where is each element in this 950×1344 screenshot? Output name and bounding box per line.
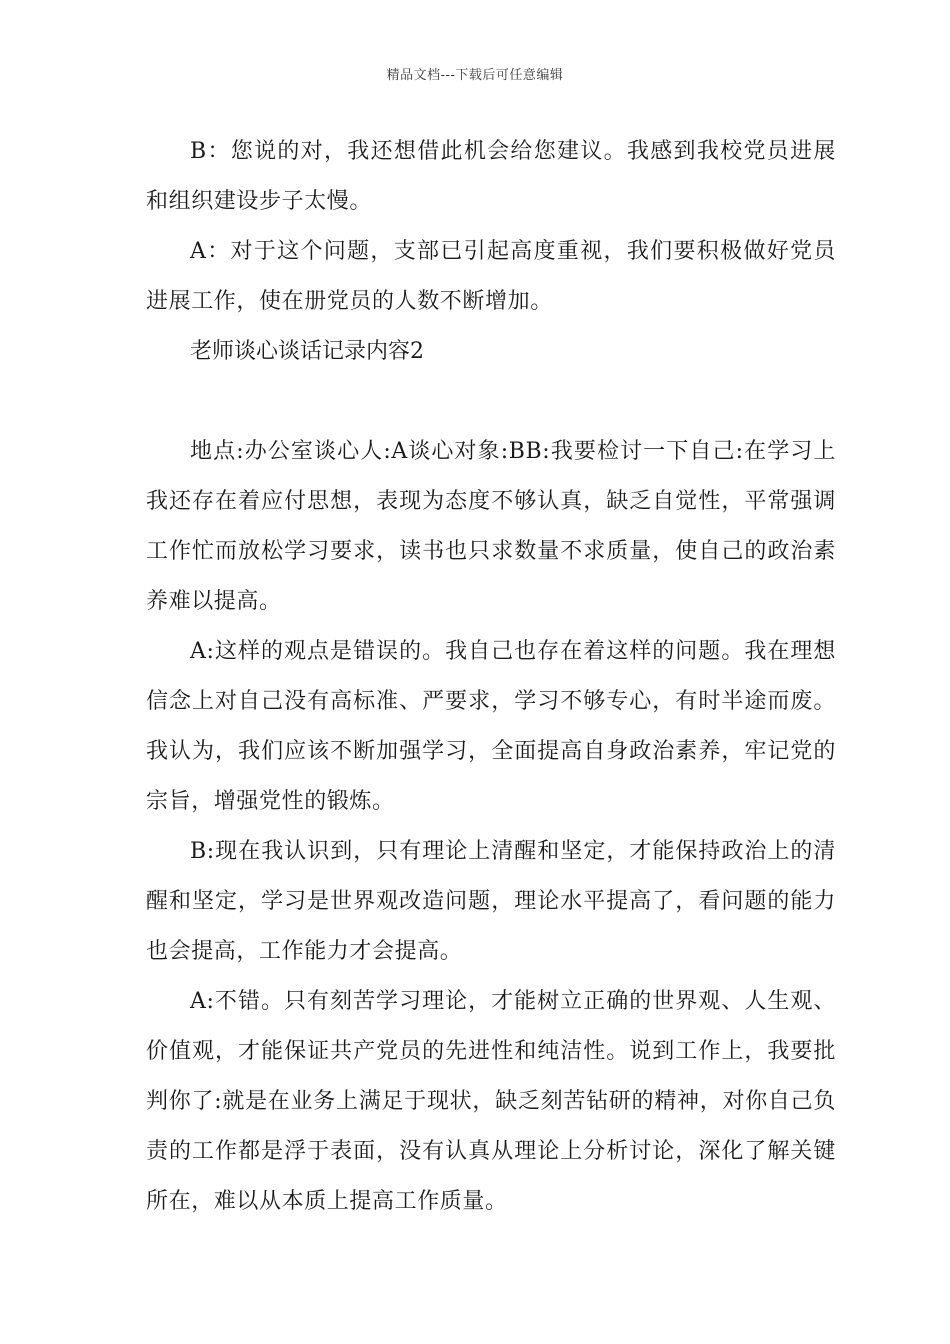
page-header: 精品文档---下载后可任意编辑 [386, 68, 564, 83]
section-title: 老师谈心谈话记录内容2 [190, 339, 424, 364]
paragraph-location-self-review: 地点:办公室谈心人:A谈心对象:BB:我要检讨一下自己:在学习上我还存在着应付思想，表现为态度不够认真，缺乏自觉性，平常强调工作忙而放松学习要求，读书也只求数量不求质量，使自己的政治素养难以提高。 [146, 439, 836, 614]
blank-line [146, 377, 836, 427]
paragraph-b-understanding: B:现在我认识到，只有理论上清醒和坚定，才能保持政治上的清醒和坚定，学习是世界观改造问题，理论水平提高了，看问题的能力也会提高，工作能力才会提高。 [146, 839, 836, 964]
paragraph-b-suggestion: B：您说的对，我还想借此机会给您建议。我感到我校党员进展和组织建设步子太慢。 [146, 139, 836, 214]
paragraph-a-opinion: A:这样的观点是错误的。我自己也存在着这样的问题。我在理想信念上对自己没有高标准、严要求，学习不够专心，有时半途而废。我认为，我们应该不断加强学习，全面提高自身政治素养，牢记党的宗旨，增强党性的锻炼。 [146, 639, 836, 814]
paragraph-a-response: A：对于这个问题，支部已引起高度重视，我们要积极做好党员进展工作，使在册党员的人数不断增加。 [146, 239, 836, 314]
paragraph-a-criticism: A:不错。只有刻苦学习理论，才能树立正确的世界观、人生观、价值观，才能保证共产党员的先进性和纯洁性。说到工作上，我要批判你了:就是在业务上满足于现状，缺乏刻苦钻研的精神，对你自己负责的工作都是浮于表面，没有认真从理论上分析讨论，深化了解关键所在，难以从本质上提高工作质量。 [146, 989, 836, 1214]
document-body [146, 127, 836, 1227]
